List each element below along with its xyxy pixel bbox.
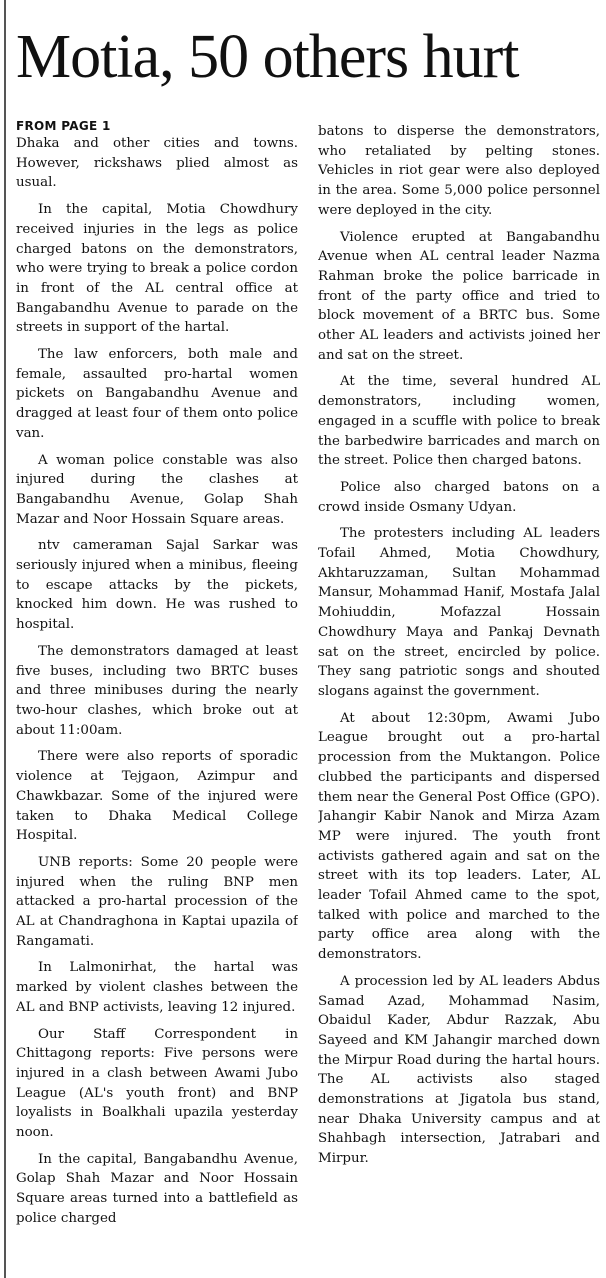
paragraph: Violence erupted at Bangabandhu Avenue when AL central leader Nazma Rahman broke the police barricade in front of the party office and tried to block movement of a BRTC bus. Some other AL leaders and activists joined her and sat on the street.: [318, 229, 600, 363]
paragraph: batons to disperse the demonstrators, who retaliated by pelting stones. Vehicles in riot gear were also deployed in the area. Some 5,000 police personnel were deployed in the city.: [318, 124, 600, 218]
paragraph: Police also charged batons on a crowd inside Osmany Udyan.: [318, 479, 600, 515]
left-column: [16, 118, 298, 1274]
paragraph: A woman police constable was also injured during the clashes at Bangabandhu Avenue, Golap Shah Mazar and Noor Hossain Square areas.: [16, 452, 298, 527]
paragraph: Our Staff Correspondent in Chittagong reports: Five persons were injured in a clash between Awami Jubo League (AL's youth front) and BNP loyalists in Boalkhali upazila yesterday noon.: [16, 1026, 298, 1141]
paragraph: In the capital, Bangabandhu Avenue, Golap Shah Mazar and Noor Hossain Square areas turned into a battlefield as police charged: [16, 1151, 298, 1226]
paragraph: The protesters including AL leaders Tofail Ahmed, Motia Chowdhury, Akhtaruzzaman, Sultan Mohammad Mansur, Mohammad Hanif, Mostafa Jalal Mohiuddin, Mofazzal Hossain Chowdhury Maya and Pankaj Devnath sat on the street, encircled by police. They sang patriotic songs and shouted slogans against the government.: [318, 526, 600, 699]
paragraph: The law enforcers, both male and female, assaulted pro-hartal women pickets on Bangabandhu Avenue and dragged at least four of them onto police van.: [16, 347, 298, 441]
paragraph: At the time, several hundred AL demonstrators, including women, engaged in a scuffle with police to break the barbedwire barricades and march on the street. Police then charged batons.: [318, 374, 600, 469]
paragraph: At about 12:30pm, Awami Jubo League brought out a pro-hartal procession from the Muktangon. Police clubbed the participants and dispersed them near the General Post Office (GPO). Jahangir Kabir Nanok and Mirza Azam MP were injured. The youth front activists gathered again and sat on the street with its top leaders. Later, AL leader Tofail Ahmed came to the spot, talked with police and marched to the party office area along with the demonstrators.: [318, 710, 600, 963]
paragraph: There were also reports of sporadic violence at Tejgaon, Azimpur and Chawkbazar. Some of the injured were taken to Dhaka Medical College Hospital.: [16, 749, 298, 844]
right-column: [318, 122, 600, 1278]
paragraph: The demonstrators damaged at least five buses, including two BRTC buses and three minibuses during the nearly two-hour clashes, which broke out at about 11:00am.: [16, 643, 298, 738]
paragraph: Dhaka and other cities and towns. However, rickshaws plied almost as usual.: [16, 136, 298, 191]
kicker: FROM PAGE 1: [16, 119, 111, 133]
paragraph: ntv cameraman Sajal Sarkar was seriously injured when a minibus, fleeing to escape attacks by the pickets, knocked him down. He was rushed to hospital.: [16, 538, 298, 633]
paragraph: A procession led by AL leaders Abdus Samad Azad, Mohammad Nasim, Obaidul Kader, Abdur Razzak, Abu Sayeed and KM Jahangir marched down the Mirpur Road during the hartal hours. The AL activists also staged demonstrations at Jigatola bus stand, near Dhaka University campus and at Shahbagh intersection, Jatrabari and Mirpur.: [318, 973, 600, 1167]
paragraph: In the capital, Motia Chowdhury received injuries in the legs as police charged batons on the demonstrators, who were trying to break a police cordon in front of the AL central office at Bangabandhu Avenue to parade on the streets in support of the hartal.: [16, 202, 298, 336]
paragraph: UNB reports: Some 20 people were injured when the ruling BNP men attacked a pro-hartal procession of the AL at Chandraghona in Kaptai upazila of Rangamati.: [16, 854, 298, 949]
paragraph: In Lalmonirhat, the hartal was marked by violent clashes between the AL and BNP activists, leaving 12 injured.: [16, 960, 298, 1015]
column-rule: [4, 0, 6, 1278]
headline: Motia, 50 others hurt: [16, 23, 519, 91]
